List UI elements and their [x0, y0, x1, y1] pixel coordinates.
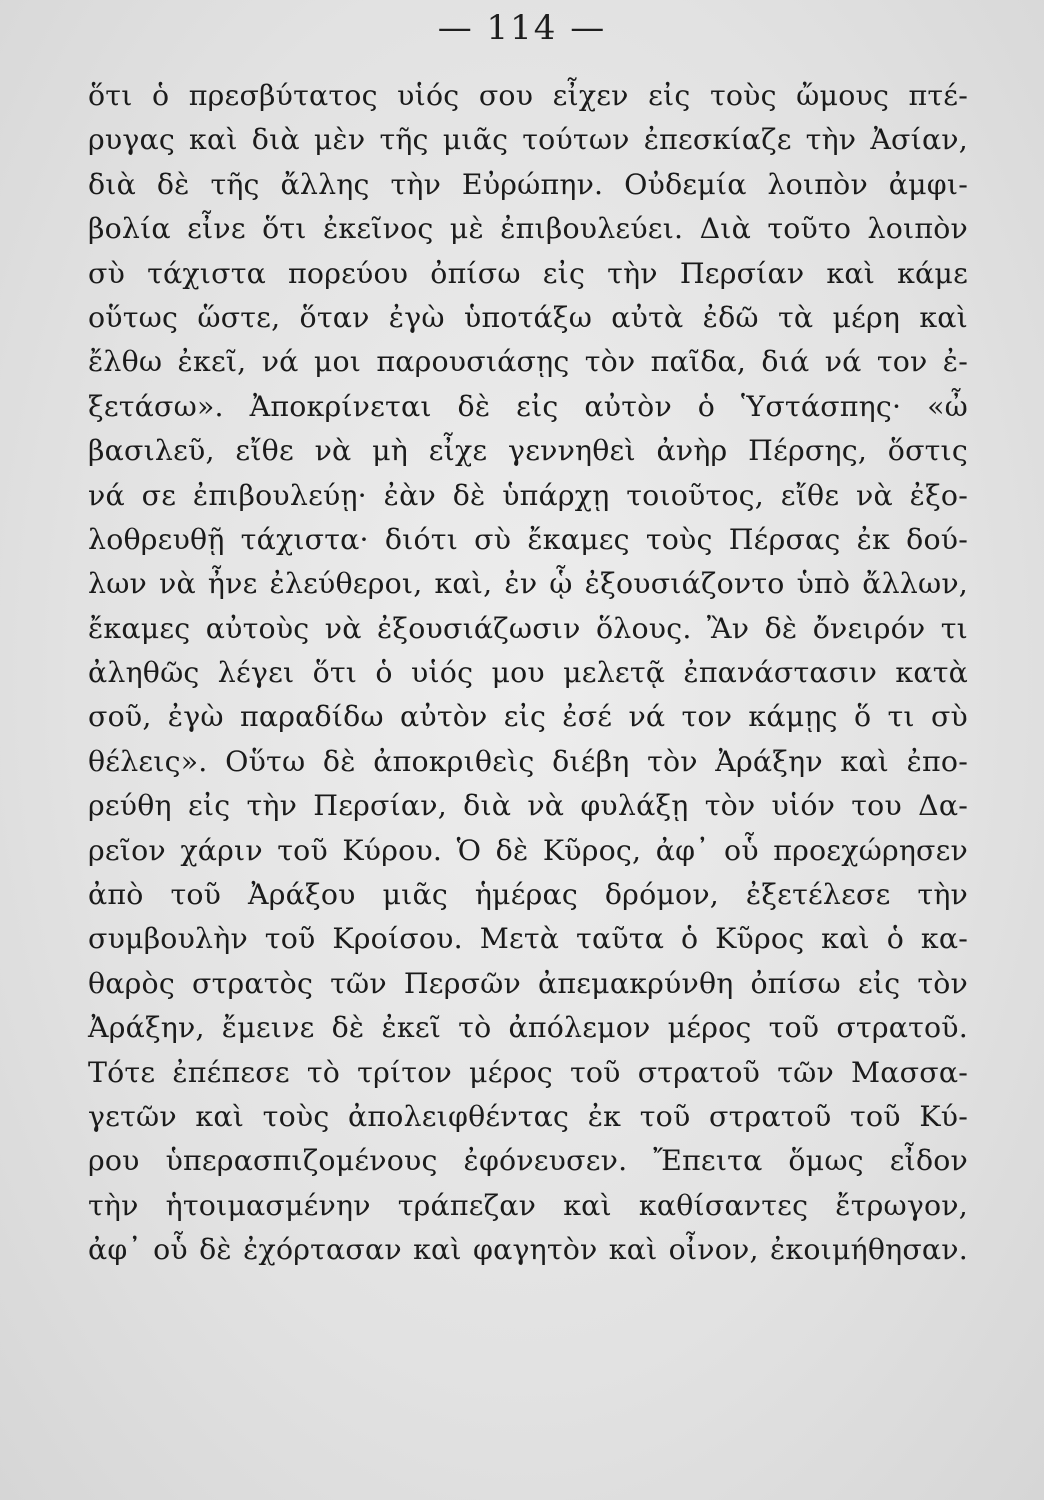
text-line: ἔκαμες αὐτοὺς νὰ ἐξουσιάζωσιν ὅλους. Ἂν δὲ ὄνειρόν τι	[88, 611, 968, 645]
text-line: ρυγας καὶ διὰ μὲν τῆς μιᾶς τούτων ἐπεσκίαζε τὴν Ἀσίαν,	[88, 123, 968, 157]
text-line: ἀληθῶς λέγει ὅτι ὁ υἱός μου μελετᾷ ἐπανάστασιν κατὰ	[88, 656, 968, 690]
text-line: νά σε ἐπιβουλεύῃ· ἐὰν δὲ ὑπάρχῃ τοιοῦτος, εἴθε νὰ ἐξο-	[88, 478, 968, 512]
text-line: οὕτως ὥστε, ὅταν ἐγὼ ὑποτάξω αὐτὰ ἐδῶ τὰ μέρη καὶ	[88, 300, 968, 334]
text-line: βολία εἶνε ὅτι ἐκεῖνος μὲ ἐπιβουλεύει. Διὰ τοῦτο λοιπὸν	[88, 212, 968, 246]
text-line: ξετάσω». Ἀποκρίνεται δὲ εἰς αὐτὸν ὁ Ὑστάσπης· «ὦ	[88, 389, 968, 423]
text-line: ρεῖον χάριν τοῦ Κύρου. Ὁ δὲ Κῦρος, ἀφ᾽ οὗ προεχώρησεν	[88, 833, 968, 867]
text-line: ρεύθη εἰς τὴν Περσίαν, διὰ νὰ φυλάξῃ τὸν υἱόν του Δα-	[88, 789, 968, 823]
text-line: λοθρευθῇ τάχιστα· διότι σὺ ἔκαμες τοὺς Πέρσας ἐκ δού-	[88, 522, 968, 556]
text-line: ἀφ᾽ οὗ δὲ ἐχόρτασαν καὶ φαγητὸν καὶ οἶνον, ἐκοιμήθησαν.	[88, 1233, 968, 1267]
text-line: θαρὸς στρατὸς τῶν Περσῶν ἀπεμακρύνθη ὀπίσω εἰς τὸν	[88, 966, 968, 1000]
page-number: — 114 —	[437, 8, 607, 48]
text-line: Τότε ἐπέπεσε τὸ τρίτον μέρος τοῦ στρατοῦ τῶν Μασσα-	[88, 1055, 968, 1089]
text-line: θέλεις». Οὕτω δὲ ἀποκριθεὶς διέβη τὸν Ἀράξην καὶ ἐπο-	[88, 744, 968, 778]
text-line: διὰ δὲ τῆς ἄλλης τὴν Εὐρώπην. Οὐδεμία λοιπὸν ἀμφι-	[88, 167, 968, 201]
text-line: ρου ὑπερασπιζομένους ἐφόνευσεν. Ἔπειτα ὅμως εἶδον	[88, 1144, 968, 1178]
text-line: ἀπὸ τοῦ Ἀράξου μιᾶς ἡμέρας δρόμον, ἐξετέλεσε τὴν	[88, 878, 968, 912]
text-line: λων νὰ ἦνε ἐλεύθεροι, καὶ, ἐν ᾧ ἐξουσιάζοντο ὑπὸ ἄλλων,	[88, 567, 968, 601]
text-line: συμβουλὴν τοῦ Κροίσου. Μετὰ ταῦτα ὁ Κῦρος καὶ ὁ κα-	[88, 922, 968, 956]
text-line: ἔλθω ἐκεῖ, νά μοι παρουσιάσῃς τὸν παῖδα, διά νά τον ἐ-	[88, 345, 968, 379]
text-line: σὺ τάχιστα πορεύου ὀπίσω εἰς τὴν Περσίαν καὶ κάμε	[88, 256, 968, 290]
text-line: τὴν ἡτοιμασμένην τράπεζαν καὶ καθίσαντες ἔτρωγον,	[88, 1188, 968, 1222]
text-line: σοῦ, ἐγὼ παραδίδω αὐτὸν εἰς ἐσέ νά τον κάμῃς ὅ τι σὺ	[88, 700, 968, 734]
body-text	[88, 74, 968, 1273]
text-line: βασιλεῦ, εἴθε νὰ μὴ εἶχε γεννηθεὶ ἀνὴρ Πέρσης, ὅστις	[88, 434, 968, 468]
text-line: γετῶν καὶ τοὺς ἀπολειφθέντας ἐκ τοῦ στρατοῦ τοῦ Κύ-	[88, 1099, 968, 1133]
text-line: Ἀράξην, ἔμεινε δὲ ἐκεῖ τὸ ἀπόλεμον μέρος τοῦ στρατοῦ.	[88, 1011, 968, 1045]
text-line: ὅτι ὁ πρεσβύτατος υἱός σου εἶχεν εἰς τοὺς ὤμους πτέ-	[88, 79, 968, 112]
